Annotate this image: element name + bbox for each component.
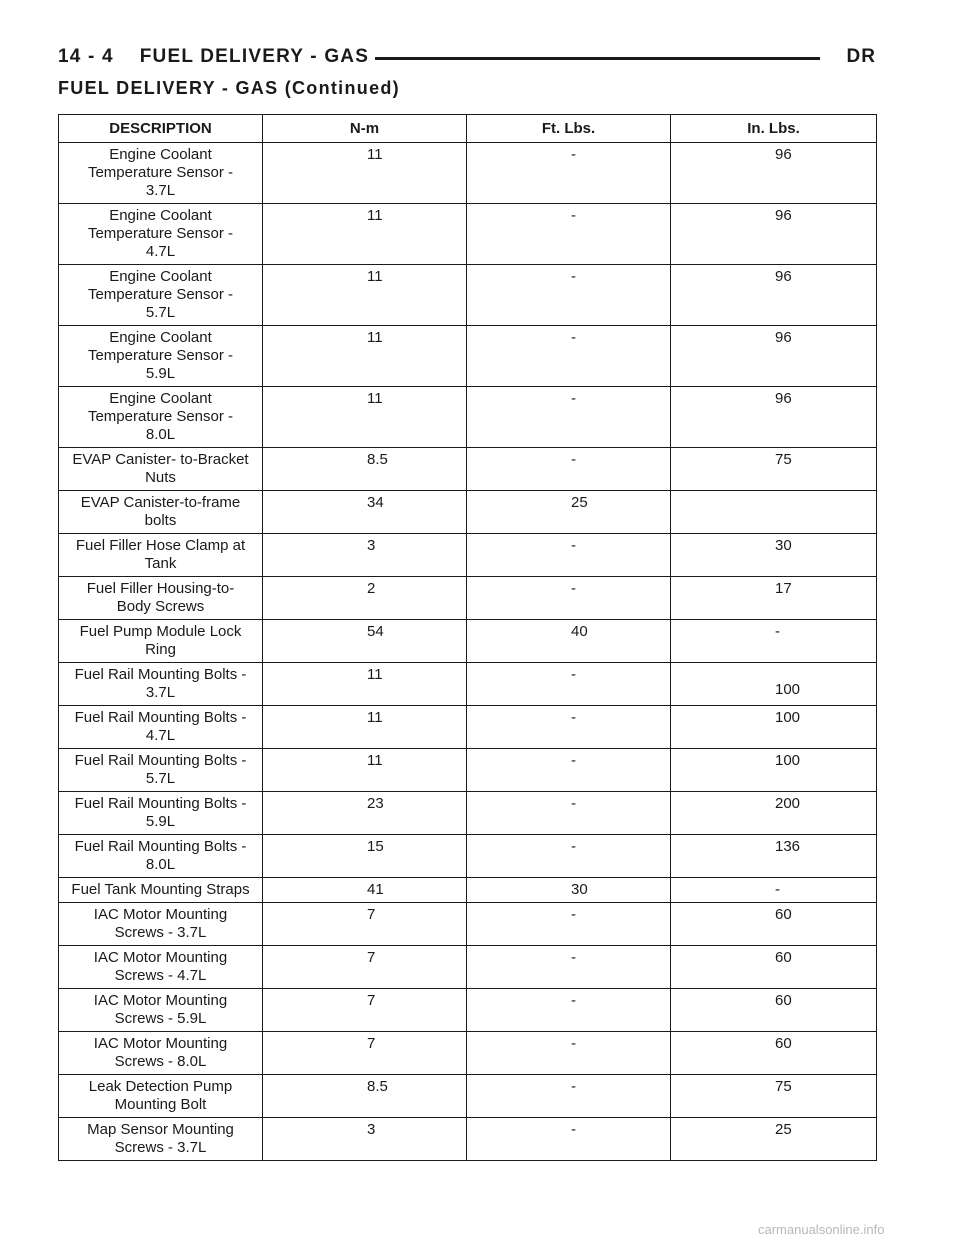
cell-in-lbs: 75	[671, 1075, 877, 1118]
description-line: Ring	[145, 641, 176, 658]
table-row	[59, 835, 877, 878]
description-line: EVAP Canister-to-frame	[80, 494, 241, 511]
table-row	[59, 577, 877, 620]
description-line: Fuel Pump Module Lock	[79, 623, 242, 640]
cell-nm: 11	[263, 204, 467, 265]
table-row	[59, 265, 877, 326]
description-line: Fuel Tank Mounting Straps	[71, 881, 250, 898]
description-line: Fuel Filler Housing-to-	[86, 580, 235, 597]
table-row	[59, 143, 877, 204]
description-line: Temperature Sensor -	[87, 347, 234, 364]
cell-ft-lbs: -	[467, 143, 671, 204]
cell-description	[59, 448, 263, 491]
cell-ft-lbs: -	[467, 1118, 671, 1161]
cell-nm: 34	[263, 491, 467, 534]
torque-spec-table	[58, 114, 877, 1161]
cell-nm: 11	[263, 663, 467, 706]
cell-ft-lbs: -	[467, 792, 671, 835]
cell-in-lbs: 136	[671, 835, 877, 878]
description-line: 3.7L	[145, 182, 176, 199]
table-header-row	[59, 115, 877, 143]
table-row	[59, 491, 877, 534]
table-row	[59, 204, 877, 265]
cell-description	[59, 491, 263, 534]
table-row	[59, 448, 877, 491]
cell-description	[59, 620, 263, 663]
description-line: Temperature Sensor -	[87, 408, 234, 425]
table-row	[59, 326, 877, 387]
cell-in-lbs: 75	[671, 448, 877, 491]
header-left	[58, 46, 375, 68]
cell-ft-lbs: 25	[467, 491, 671, 534]
table-row	[59, 663, 877, 706]
cell-ft-lbs: -	[467, 835, 671, 878]
cell-nm: 8.5	[263, 1075, 467, 1118]
cell-in-lbs: 96	[671, 265, 877, 326]
cell-nm: 11	[263, 143, 467, 204]
description-line: EVAP Canister- to-Bracket	[72, 451, 249, 468]
page-number: 14 - 4	[58, 46, 114, 67]
description-line: 4.7L	[145, 243, 176, 260]
cell-ft-lbs: -	[467, 1032, 671, 1075]
cell-ft-lbs: -	[467, 265, 671, 326]
description-line: IAC Motor Mounting	[93, 992, 228, 1009]
column-header-nm: N-m	[263, 115, 467, 143]
cell-nm: 7	[263, 989, 467, 1032]
cell-nm: 3	[263, 1118, 467, 1161]
section-title: FUEL DELIVERY - GAS (Continued)	[58, 78, 400, 98]
table-row	[59, 706, 877, 749]
cell-nm: 23	[263, 792, 467, 835]
description-line: 4.7L	[145, 727, 176, 744]
table-row	[59, 387, 877, 448]
description-line: Leak Detection Pump	[88, 1078, 233, 1095]
watermark: carmanualsonline.info	[758, 1222, 885, 1237]
table-row	[59, 1118, 877, 1161]
cell-description	[59, 749, 263, 792]
cell-ft-lbs: 30	[467, 878, 671, 903]
cell-in-lbs: 25	[671, 1118, 877, 1161]
cell-nm: 11	[263, 326, 467, 387]
description-line: 5.7L	[145, 304, 176, 321]
table-row	[59, 878, 877, 903]
description-line: Fuel Rail Mounting Bolts -	[74, 709, 247, 726]
cell-ft-lbs: -	[467, 577, 671, 620]
cell-ft-lbs: -	[467, 1075, 671, 1118]
cell-ft-lbs: -	[467, 989, 671, 1032]
cell-nm: 41	[263, 878, 467, 903]
cell-ft-lbs: -	[467, 204, 671, 265]
description-line: Screws - 8.0L	[114, 1053, 207, 1070]
chapter-title: FUEL DELIVERY - GAS	[139, 46, 370, 67]
description-line: 5.9L	[145, 365, 176, 382]
table-row	[59, 946, 877, 989]
cell-nm: 11	[263, 265, 467, 326]
cell-ft-lbs: -	[467, 387, 671, 448]
cell-in-lbs: 100	[671, 749, 877, 792]
description-line: 5.7L	[145, 770, 176, 787]
description-line: IAC Motor Mounting	[93, 949, 228, 966]
cell-in-lbs: 200	[671, 792, 877, 835]
description-line: IAC Motor Mounting	[93, 906, 228, 923]
description-line: 8.0L	[145, 426, 176, 443]
cell-description	[59, 387, 263, 448]
cell-nm: 11	[263, 706, 467, 749]
cell-description	[59, 663, 263, 706]
table-row	[59, 534, 877, 577]
description-line: Nuts	[145, 469, 176, 486]
cell-description	[59, 265, 263, 326]
cell-in-lbs: 100	[671, 706, 877, 749]
description-line: 3.7L	[145, 684, 176, 701]
cell-nm: 54	[263, 620, 467, 663]
cell-description	[59, 989, 263, 1032]
table-body	[59, 143, 877, 1161]
description-line: Screws - 4.7L	[114, 967, 207, 984]
header-rule	[320, 57, 820, 60]
table-row	[59, 749, 877, 792]
description-line: Fuel Rail Mounting Bolts -	[74, 752, 247, 769]
description-line: Temperature Sensor -	[87, 286, 234, 303]
column-header-in-lbs: In. Lbs.	[671, 115, 877, 143]
cell-ft-lbs: -	[467, 663, 671, 706]
cell-description	[59, 1118, 263, 1161]
cell-description	[59, 577, 263, 620]
cell-nm: 7	[263, 946, 467, 989]
description-line: Engine Coolant	[109, 207, 212, 224]
cell-description	[59, 903, 263, 946]
cell-in-lbs: 96	[671, 387, 877, 448]
cell-nm: 11	[263, 749, 467, 792]
cell-nm: 3	[263, 534, 467, 577]
table-row	[59, 792, 877, 835]
description-line: 8.0L	[145, 856, 176, 873]
description-line: Mounting Bolt	[114, 1096, 207, 1113]
description-line: Temperature Sensor -	[87, 225, 234, 242]
description-line: Fuel Rail Mounting Bolts -	[74, 838, 247, 855]
column-header-ft-lbs: Ft. Lbs.	[467, 115, 671, 143]
cell-nm: 7	[263, 903, 467, 946]
description-line: Engine Coolant	[109, 390, 212, 407]
model-code: DR	[841, 46, 876, 68]
cell-nm: 8.5	[263, 448, 467, 491]
cell-ft-lbs: 40	[467, 620, 671, 663]
cell-description	[59, 946, 263, 989]
cell-description	[59, 326, 263, 387]
description-line: Tank	[144, 555, 177, 572]
cell-in-lbs: 96	[671, 204, 877, 265]
description-line: 5.9L	[145, 813, 176, 830]
cell-description	[59, 204, 263, 265]
description-line: Fuel Filler Hose Clamp at	[75, 537, 246, 554]
table-row	[59, 1075, 877, 1118]
cell-in-lbs: 17	[671, 577, 877, 620]
cell-in-lbs: 60	[671, 1032, 877, 1075]
description-line: IAC Motor Mounting	[93, 1035, 228, 1052]
cell-description	[59, 792, 263, 835]
cell-ft-lbs: -	[467, 706, 671, 749]
cell-description	[59, 835, 263, 878]
cell-ft-lbs: -	[467, 448, 671, 491]
description-line: Engine Coolant	[109, 329, 212, 346]
cell-description	[59, 143, 263, 204]
cell-description	[59, 1075, 263, 1118]
cell-nm: 11	[263, 387, 467, 448]
column-header-description: DESCRIPTION	[59, 115, 263, 143]
cell-in-lbs: 60	[671, 903, 877, 946]
description-line: Screws - 3.7L	[114, 924, 207, 941]
cell-nm: 7	[263, 1032, 467, 1075]
table-row	[59, 989, 877, 1032]
cell-in-lbs: -	[671, 878, 877, 903]
cell-ft-lbs: -	[467, 534, 671, 577]
cell-description	[59, 706, 263, 749]
description-line: Screws - 5.9L	[114, 1010, 207, 1027]
description-line: Fuel Rail Mounting Bolts -	[74, 795, 247, 812]
description-line: Map Sensor Mounting	[87, 1121, 234, 1138]
cell-in-lbs: -	[671, 620, 877, 663]
cell-ft-lbs: -	[467, 903, 671, 946]
description-line: Engine Coolant	[109, 268, 212, 285]
cell-nm: 2	[263, 577, 467, 620]
cell-nm: 15	[263, 835, 467, 878]
cell-description	[59, 1032, 263, 1075]
cell-in-lbs: 60	[671, 989, 877, 1032]
description-line: Screws - 3.7L	[114, 1139, 207, 1156]
cell-in-lbs: 30	[671, 534, 877, 577]
cell-description	[59, 534, 263, 577]
description-line: Fuel Rail Mounting Bolts -	[74, 666, 247, 683]
description-line: Body Screws	[116, 598, 205, 615]
cell-in-lbs: 96	[671, 326, 877, 387]
page-header	[58, 44, 876, 72]
cell-in-lbs: 60	[671, 946, 877, 989]
description-line: Engine Coolant	[109, 146, 212, 163]
cell-ft-lbs: -	[467, 326, 671, 387]
cell-description	[59, 878, 263, 903]
cell-ft-lbs: -	[467, 946, 671, 989]
cell-in-lbs: 96	[671, 143, 877, 204]
table-row	[59, 1032, 877, 1075]
description-line: Temperature Sensor -	[87, 164, 234, 181]
cell-ft-lbs: -	[467, 749, 671, 792]
table-row	[59, 620, 877, 663]
cell-in-lbs	[671, 491, 877, 534]
description-line: bolts	[144, 512, 177, 529]
cell-in-lbs: 100	[671, 663, 877, 706]
table-row	[59, 903, 877, 946]
